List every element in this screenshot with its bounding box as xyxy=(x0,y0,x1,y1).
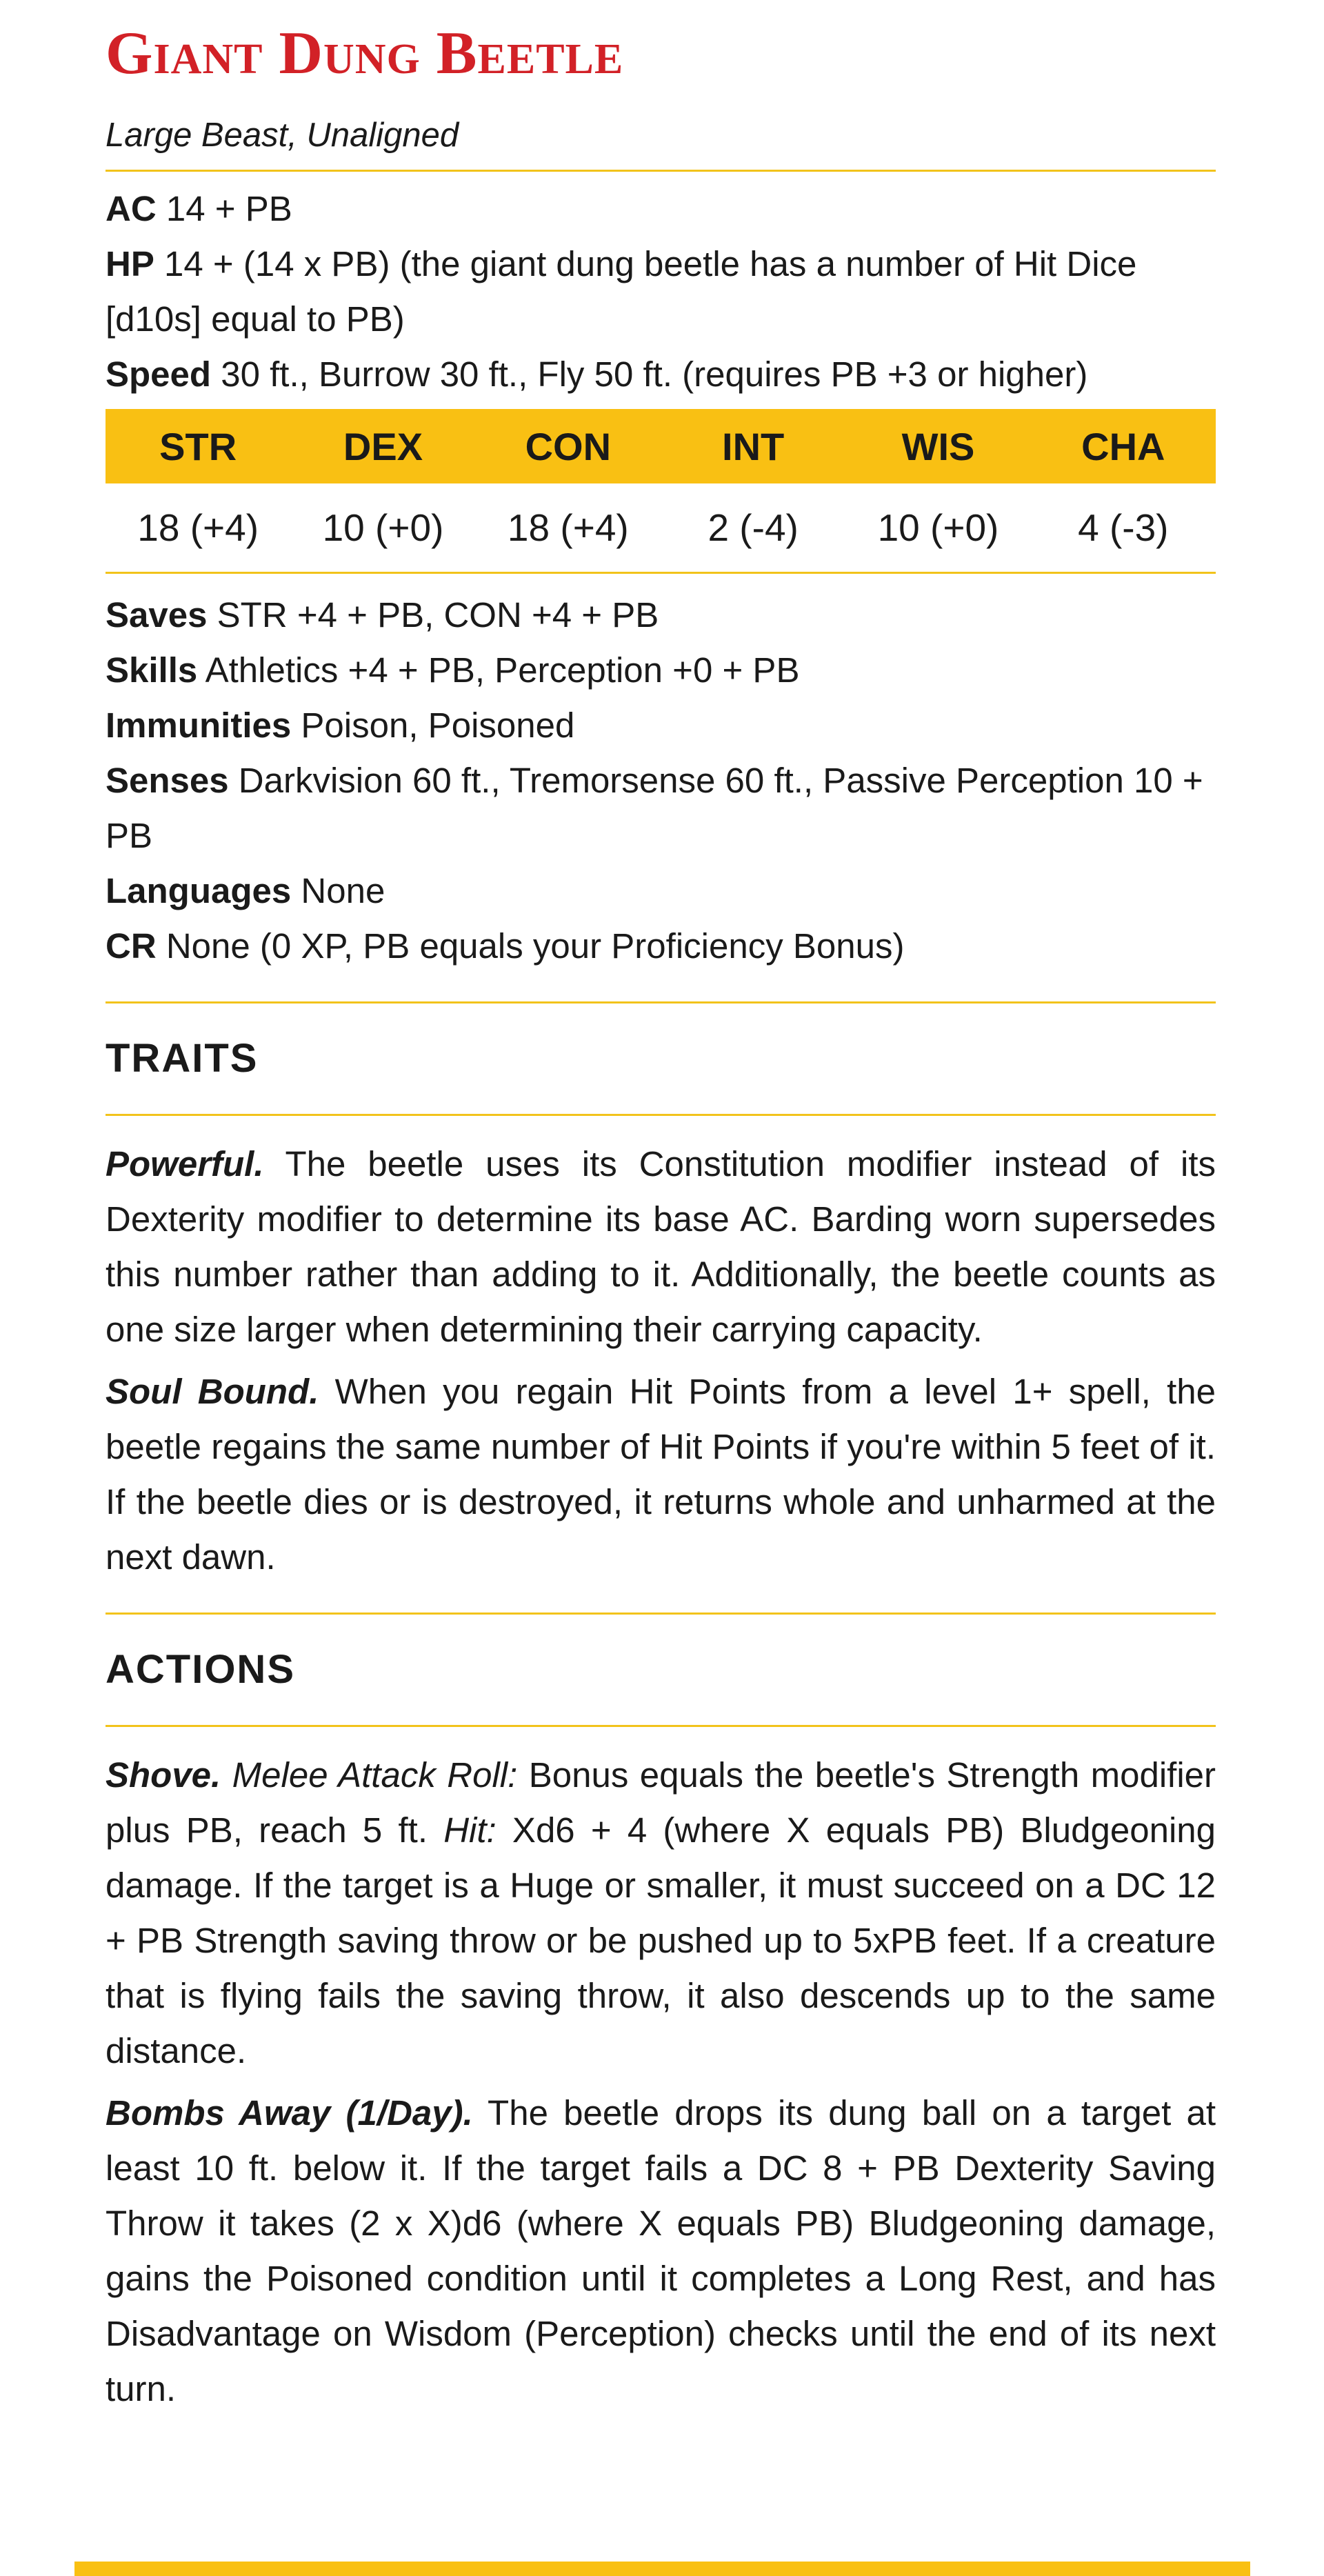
ac-value: 14 + PB xyxy=(166,189,292,228)
action-text: Xd6 + 4 (where X equals PB) Bludgeoning damage. If the target is a Huge or smaller, it must succeed on a DC 12 + PB Strength saving throw or be pushed up to 5xPB feet. If a creature that is flying fails the saving throw, it also descends up to the same distance. xyxy=(106,1810,1216,2070)
attack-type: Melee Attack Roll: xyxy=(232,1755,518,1795)
ability-header-dex: DEX xyxy=(343,424,423,468)
saves-value: STR +4 + PB, CON +4 + PB xyxy=(217,595,659,635)
divider xyxy=(106,1725,1216,1727)
skills-label: Skills xyxy=(106,650,198,690)
divider xyxy=(106,1114,1216,1116)
trait-text: When you regain Hit Points from a level 1+ spell, the beetle regains the same number of Hit Points if you're within 5 feet of it. If the beetle dies or is destroyed, it returns whole and unharmed at the next dawn. xyxy=(106,1372,1216,1577)
properties-block xyxy=(106,588,1216,974)
action-name: Shove. xyxy=(106,1755,221,1795)
ability-scores-table xyxy=(106,409,1216,572)
trait-powerful xyxy=(106,1137,1216,1357)
hp-line xyxy=(106,237,1216,347)
divider xyxy=(106,170,1216,172)
immunities-label: Immunities xyxy=(106,706,292,745)
ability-value-str: 18 (+4) xyxy=(137,506,259,549)
hp-label: HP xyxy=(106,244,154,283)
immunities-value: Poison, Poisoned xyxy=(301,706,575,745)
ability-value-wis: 10 (+0) xyxy=(877,506,999,549)
footer-bar xyxy=(74,2562,1250,2576)
ability-value-cha: 4 (-3) xyxy=(1078,506,1169,549)
trait-name: Powerful. xyxy=(106,1144,264,1184)
ability-value-dex: 10 (+0) xyxy=(322,506,444,549)
divider xyxy=(106,1613,1216,1615)
skills-value: Athletics +4 + PB, Perception +0 + PB xyxy=(205,650,800,690)
divider xyxy=(106,572,1216,574)
saves-line xyxy=(106,588,1216,643)
hp-value: 14 + (14 x PB) (the giant dung beetle has a number of Hit Dice [d10s] equal to PB) xyxy=(106,244,1137,339)
action-name: Bombs Away (1/Day). xyxy=(106,2093,473,2133)
speed-line xyxy=(106,347,1216,402)
trait-soul-bound xyxy=(106,1364,1216,1585)
stat-block-page xyxy=(106,0,1216,2424)
actions-heading: ACTIONS xyxy=(106,1647,295,1692)
action-shove xyxy=(106,1748,1216,2079)
ability-header-int: INT xyxy=(722,424,785,468)
creature-subtitle: Large Beast, Unaligned xyxy=(106,117,459,154)
ability-header-cha: CHA xyxy=(1081,424,1165,468)
ability-value-int: 2 (-4) xyxy=(708,506,799,549)
cr-line xyxy=(106,919,1216,974)
core-stats xyxy=(106,181,1216,402)
trait-text: The beetle uses its Constitution modifier instead of its Dexterity modifier to determine its base AC. Barding worn supersedes this number rather than adding to it. Additionally, the beetle counts as one size larger when determining their carrying capacity. xyxy=(106,1144,1216,1349)
languages-line xyxy=(106,863,1216,919)
divider xyxy=(106,1001,1216,1004)
ability-values-row xyxy=(106,483,1216,572)
senses-label: Senses xyxy=(106,761,229,800)
ability-header-con: CON xyxy=(525,424,612,468)
ability-header-wis: WIS xyxy=(901,424,975,468)
ac-label: AC xyxy=(106,189,157,228)
cr-value: None (0 XP, PB equals your Proficiency Bonus) xyxy=(166,926,905,966)
senses-value: Darkvision 60 ft., Tremorsense 60 ft., Passive Perception 10 + PB xyxy=(106,761,1203,855)
languages-value: None xyxy=(301,871,385,910)
creature-title: Giant Dung Beetle xyxy=(106,20,624,87)
immunities-line xyxy=(106,698,1216,753)
hit-label: Hit: xyxy=(443,1810,496,1850)
speed-label: Speed xyxy=(106,355,212,394)
action-text: The beetle drops its dung ball on a target at least 10 ft. below it. If the target fails a DC 8 + PB Dexterity Saving Throw it takes (2 x X)d6 (where X equals PB) Bludgeoning damage, gains the Poisoned condition until it completes a Long Rest, and has Disadvantage on Wisdom (Perception) checks until the end of its next turn. xyxy=(106,2093,1216,2408)
ability-header-row xyxy=(106,409,1216,483)
traits-heading: TRAITS xyxy=(106,1036,259,1081)
ability-value-con: 18 (+4) xyxy=(507,506,629,549)
ac-line xyxy=(106,181,1216,237)
senses-line xyxy=(106,753,1216,863)
cr-label: CR xyxy=(106,926,157,966)
trait-name: Soul Bound. xyxy=(106,1372,319,1411)
speed-value: 30 ft., Burrow 30 ft., Fly 50 ft. (requires PB +3 or higher) xyxy=(221,355,1088,394)
action-text: Bonus equals the beetle's Strength modifier plus PB, reach 5 ft. xyxy=(106,1755,1216,1850)
action-bombs-away xyxy=(106,2086,1216,2417)
saves-label: Saves xyxy=(106,595,208,635)
languages-label: Languages xyxy=(106,871,292,910)
skills-line xyxy=(106,643,1216,698)
ability-header-str: STR xyxy=(159,424,237,468)
